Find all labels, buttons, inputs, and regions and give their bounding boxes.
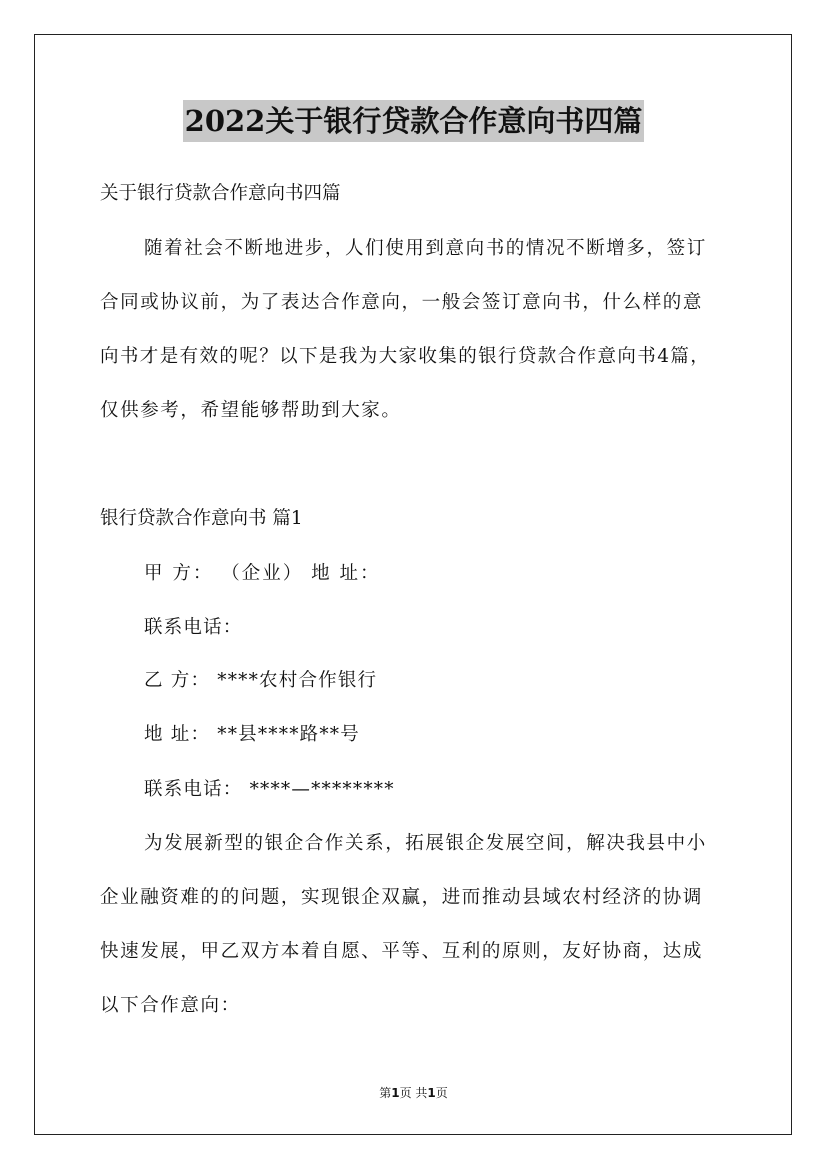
intro-line-4: 仅供参考，希望能够帮助到大家。 (100, 400, 402, 421)
footer-page-mid: 页 共 (399, 1086, 428, 1100)
purpose-line-3: 快速发展，甲乙双方本着自愿、平等、互利的原则，友好协商，达成 (100, 941, 704, 962)
intro-line-2: 合同或协议前，为了表达合作意向，一般会签订意向书，什么样的意 (100, 292, 704, 313)
page-footer (0, 1084, 827, 1101)
purpose-line-1: 为发展新型的银企合作关系，拓展银企发展空间，解决我县中小 (144, 833, 707, 854)
subtitle: 关于银行贷款合作意向书四篇 (100, 183, 341, 204)
party-b-address: 地 址： **县****路**号 (144, 724, 360, 745)
footer-page-number: 1 (391, 1086, 400, 1100)
purpose-line-4: 以下合作意向： (100, 995, 241, 1016)
intro-line-1: 随着社会不断地进步，人们使用到意向书的情况不断增多，签订 (144, 238, 707, 259)
footer-total-pages: 1 (427, 1086, 436, 1100)
purpose-line-2: 企业融资难的的问题，实现银企双赢，进而推动县域农村经济的协调 (100, 887, 704, 908)
party-b-line: 乙 方： ****农村合作银行 (144, 670, 378, 691)
party-a-line: 甲 方： （企业） 地 址： (144, 563, 381, 584)
party-a-phone: 联系电话： (144, 617, 243, 638)
party-b-phone: 联系电话： ****—******** (144, 779, 395, 800)
document-title: 2022关于银行贷款合作意向书四篇 (183, 100, 645, 142)
footer-page-prefix: 第 (379, 1086, 392, 1100)
intro-line-3: 向书才是有效的呢？以下是我为大家收集的银行贷款合作意向书4篇， (100, 346, 711, 367)
footer-page-suffix: 页 (435, 1086, 448, 1100)
title-container (0, 100, 827, 142)
section-heading: 银行贷款合作意向书 篇1 (100, 508, 303, 529)
